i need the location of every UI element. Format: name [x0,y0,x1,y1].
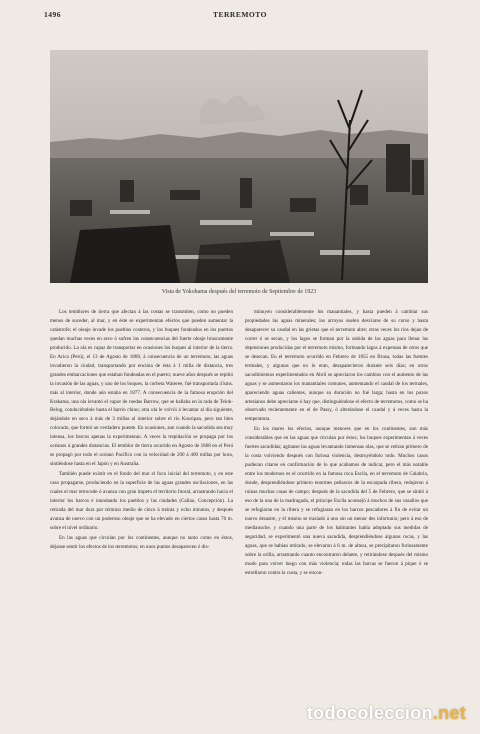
paragraph: Los temblores de tierra que afectan á las costas se transmiten, como no pueden menos de suceder, al mar, y en éste se experimentan efectos que pueden aumentar la catástrofe; el oleaje invade los pueblos costeros, y los buques fondeados en los puertos quedan muchas veces en seco ó sufren las consecuencias del fuerte oleaje bruscamente producido. La ola es capaz de transportar en ocasiones los buques al interior de la tierra. En Arica (Perú), el 13 de Agosto de 1868, á consecuencia de un terremoto, las aguas invadieron la ciudad, transportando por encima de ésta á 1 milla de distancia, tres grandes embarcaciones que estaban fondeadas en el puerto; nueve años después se repitió la invasión de las aguas, y uno de los buques, la corbeta Wateree, fué transportada 4 kms. más al interior, donde aún estaba en 1877. A consecuencia de la famosa erupción del Krakatoa, una ola levantó el vapor de ruedas Barrow, que se hallaba en la rada de Telok-Belog, conduciéndole hasta el barrio chino; otra ola le volvió á levantar al día siguiente, dejándole en seco á más de 3 millas al interior sobre el río Kouripan, pero tan bien colocado, que formó un verdadero puente. En ocasiones, aun cuando la sacudida sea muy intensa, los barcos apenas la experimentan. A veces la trepidación se propaga por los océanos á grandes distancias. El temblor de tierra ocurrido en Agosto de 1868 en el Perú se propagó por todo el océano Pacífico con la velocidad de 200 á 400 millas por hora, sintiéndose hasta en el Japón y en Australia. [50,309,233,468]
page-number: 1496 [44,10,61,19]
photo-caption: Vista de Yokohama después del terremoto de Septiembre de 1923 [161,289,317,295]
photo-illustration [50,50,428,283]
watermark-suffix: .net [432,703,466,723]
paragraph: minuyen considerablemente los manantiales, y hasta pueden á cambiar sus propiedades las aguas minerales; los arroyos suelen desviarse de su curso y hasta desaparecer su caudal en las grietas que el terremoto abre; otras veces los ríos dejan de correr ó se secan, y los lagos se forman por la subida de las aguas para llenar las depresiones producidas por el terremoto mismo, formando lagos á expensas de otros que se desecan. En el terremoto ocurrido en Febrero de 1855 en Brusa, todas las fuentes termales, y algunas que no lo eran, desaparecieron durante seis días; en otros sacudimientos experimentados en Abril se apreciaron los cambios con el aumento de las aguas y se aumentaron los manantiales comunes, aumentando el caudal de los termales, apareciendo aguas calientes, aunque su duración no fué larga; hasta en los pozos artesianos debe apreciarse ó hay que, distinguiéndose el efecto de terremotos, como se ha observado recientemente en el de Passy, ó alterándose el caudal y á veces hasta la temperatura. [245,309,428,423]
paragraph: También puede existir en el fondo del mar el foco inicial del terremoto, y en este caso propagarse, produciendo en la superficie de las aguas grandes oscilaciones, en las cuales el mar retrocede ó avanza con gran ímpetu el territorio litoral, arrastrando hacia el interior los barcos é inundando los pueblos y las ciudades (Callao, Concepción). La retirada del mar dura por término medio de cinco á treinta y ocho minutos, y después avanza de nuevo con un poderoso oleaje que se ha elevado en ciertos casos hasta 70 m. sobre el nivel ordinario. [50,471,233,531]
page-header [44,10,436,22]
watermark-text: todocoleccion [306,703,433,723]
paragraph: En las aguas que circulan por los continentes, aunque no tanto como en éstos, déjanse sentir los efectos de los terremotos; en unos puntos desaparecen ó dis- [50,534,233,550]
photograph-yokohama-ruins [50,50,428,283]
watermark-logo [307,703,466,724]
running-title: TERREMOTO [213,10,267,19]
body-text [50,308,428,694]
right-column [245,308,428,694]
paragraph: En los mares los efectos, aunque menores que en los continentes, son más considerables que en las aguas que circulan por éstos; los buques experimentan á veces fuertes sacudidas; agitanse las aguas levantando inmensas olas, que se retiran primero de la costa volviendo después con furiosa violencia, destruyéndolo todo. Muchos casos pudieran citarse en confirmación de lo que acabamos de indicar, pero el más notable entre los modernos es el ocurrido en la famosa roca Escila, en el terremoto de Calabria, donde, desprendiéndose primero enormes peñascos de la escarpada ribera, redujeron á ruinas muchas casas de campo; después de la sacudida del 5 de Febrero, que se sintió á eso de la una de la madrugada, el príncipe Escila aconsejó á muchos de sus vasallos que se refugiaran en la ribera y se refugiaran en los barcos pescadores á fin de evitar un nuevo desastre, y él mismo se trasladó á uno sin un menor des infortunio; pero á eso de medianoche, y cuando una parte de los habitantes había adoptado sus medidas de seguridad, se experimentó una nueva sacudida, desprendiéndose algunas rocas, y las aguas, que se habían retirado, se elevaron á 6 m. de altura, se precipitaron furiosamente sobre la orilla, arrastrando cuanto encontraron delante, y retirándose después del mismo modo para volver luego con más violencia; todas las barcas se fueron á pique ó se estrellaron contra la costa, y se encon- [245,426,428,576]
left-column [50,308,233,694]
